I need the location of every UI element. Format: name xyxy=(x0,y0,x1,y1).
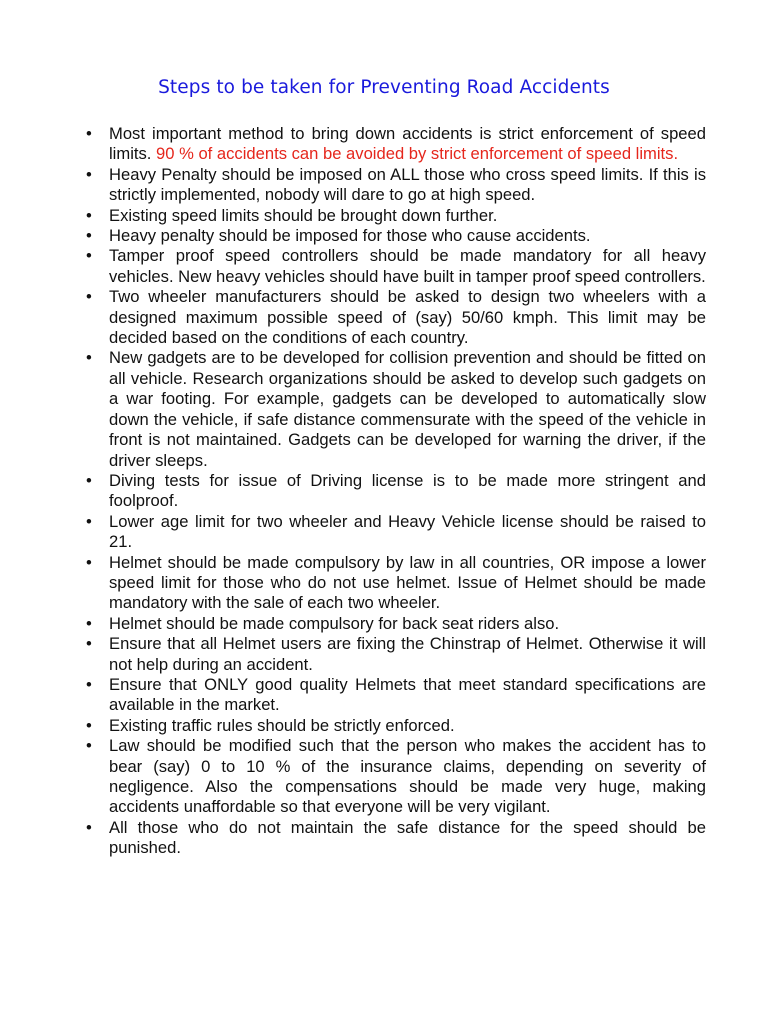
list-item xyxy=(84,634,706,675)
list-item xyxy=(84,124,706,165)
list-item-text: Ensure that ONLY good quality Helmets that meet standard specifications are available in the market. xyxy=(109,674,706,715)
bullet-icon: • xyxy=(86,511,92,531)
bullet-icon: • xyxy=(86,348,92,368)
list-item xyxy=(84,287,706,348)
bullet-icon: • xyxy=(86,552,92,572)
bullet-icon: • xyxy=(86,226,92,246)
list-item-text: Law should be modified such that the person who makes the accident has to bear (say) 0 to 10 % of the insurance claims, depending on severity of negligence. Also the compensations should be made very huge, making accidents unaffordable so that everyone will be very vigilant. xyxy=(109,736,706,817)
list-item xyxy=(84,512,706,553)
list-item-text: Heavy penalty should be imposed for those who cause accidents. xyxy=(109,226,591,246)
list-item xyxy=(84,471,706,512)
list-item xyxy=(84,614,706,634)
list-item-highlight: 90 % of accidents can be avoided by strict enforcement of speed limits. xyxy=(156,144,679,164)
list-item xyxy=(84,226,706,246)
list-item-text: Most important method to bring down accidents is strict enforcement of speed limits. xyxy=(109,124,706,164)
list-item xyxy=(84,348,706,470)
bullet-icon: • xyxy=(86,287,92,307)
bullet-icon: • xyxy=(86,124,92,143)
list-item xyxy=(84,553,706,614)
bullet-icon: • xyxy=(86,613,92,633)
bullet-icon: • xyxy=(86,634,92,654)
bullet-icon: • xyxy=(86,736,92,756)
list-item xyxy=(84,818,706,859)
list-item-text: Ensure that all Helmet users are fixing the Chinstrap of Helmet. Otherwise it will not help during an accident. xyxy=(109,634,706,674)
list-item-text: Existing traffic rules should be strictly enforced. xyxy=(109,715,455,735)
list-item xyxy=(84,246,706,287)
list-item xyxy=(84,165,706,206)
list-item-text: Heavy Penalty should be imposed on ALL those who cross speed limits. If this is strictly implemented, nobody will dare to go at high speed. xyxy=(109,164,706,205)
bullet-icon: • xyxy=(86,470,92,490)
bullet-icon: • xyxy=(86,205,92,225)
bullet-icon: • xyxy=(86,164,92,184)
bullet-icon: • xyxy=(86,817,92,837)
document-title: Steps to be taken for Preventing Road Accidents xyxy=(158,77,610,98)
list-item-text: All those who do not maintain the safe distance for the speed should be punished. xyxy=(109,817,706,858)
bullet-icon: • xyxy=(86,246,92,266)
list-item-text: Diving tests for issue of Driving license is to be made more stringent and foolproof. xyxy=(109,470,706,511)
bullet-icon: • xyxy=(86,674,92,694)
list-item xyxy=(84,206,706,226)
list-item-text: Tamper proof speed controllers should be made mandatory for all heavy vehicles. New heavy vehicles should have built in tamper proof speed controllers. xyxy=(109,246,706,286)
bullet-list xyxy=(84,124,706,859)
list-item-text: Lower age limit for two wheeler and Heavy Vehicle license should be raised to 21. xyxy=(109,511,706,552)
list-item xyxy=(84,736,706,818)
bullet-icon: • xyxy=(86,715,92,735)
list-item-text: Existing speed limits should be brought down further. xyxy=(109,205,498,225)
list-item-text: New gadgets are to be developed for collision prevention and should be fitted on all vehicle. Research organizations should be asked to develop such gadgets on a war footing. For example, gadgets can be developed to automatically slow down the vehicle, if safe distance commensurate with the speed of the vehicle in front is not maintained. Gadgets can be developed for warning the driver, if the driver sleeps. xyxy=(109,348,706,470)
list-item-text: Helmet should be made compulsory for back seat riders also. xyxy=(109,613,560,633)
list-item-text: Helmet should be made compulsory by law in all countries, OR impose a lower speed limit for those who do not use helmet. Issue of Helmet should be made mandatory with the sale of each two wheeler. xyxy=(109,552,706,613)
list-item xyxy=(84,675,706,716)
list-item-text: Two wheeler manufacturers should be asked to design two wheelers with a designed maximum possible speed of (say) 50/60 kmph. This limit may be decided based on the conditions of each country. xyxy=(109,287,706,348)
list-item xyxy=(84,716,706,736)
